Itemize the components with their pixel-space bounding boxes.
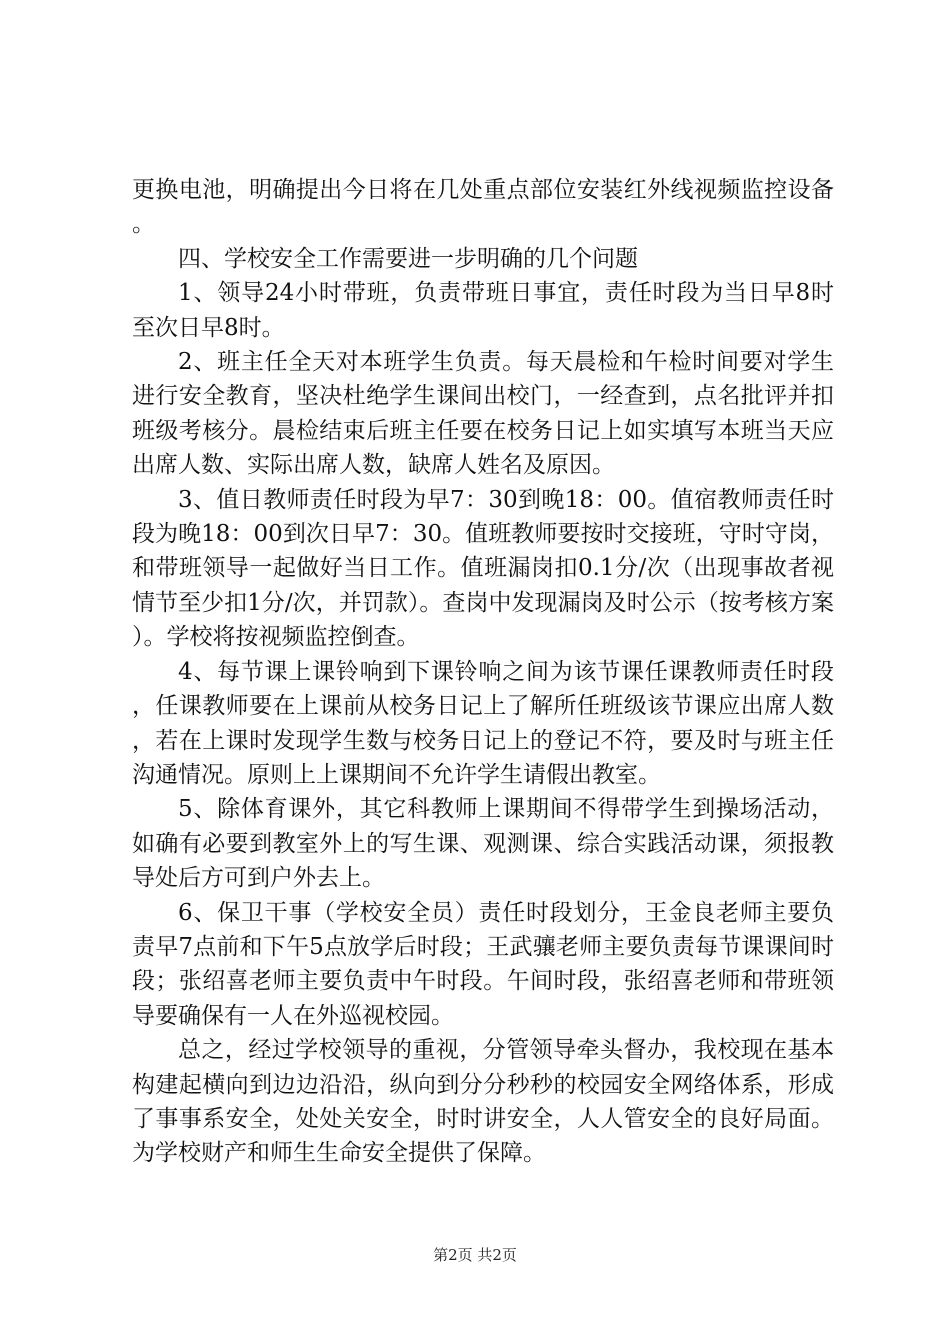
paragraph-item-6: 6、保卫干事（学校安全员）责任时段划分，王金良老师主要负责早7点前和下午5点放学后时段；王武骧老师主要负责每节课课间时段；张绍喜老师主要负责中午时段。午间时段，张绍喜老师和带班领导要确保有一人在外巡视校园。	[132, 899, 834, 1029]
section-heading-four: 四、学校安全工作需要进一步明确的几个问题	[178, 245, 638, 272]
paragraph-item-1: 1、领导24小时带班，负责带班日事宜，责任时段为当日早8时至次日早8时。	[132, 280, 834, 341]
document-body	[132, 173, 834, 1171]
paragraph-item-3: 3、值日教师责任时段为早7：30到晚18：00。值宿教师责任时段为晚18：00到次日早7：30。值班教师要按时交接班，守时守岗，和带班领导一起做好当日工作。值班漏岗扣0.1分/次（出现事故者视情节至少扣1分/次，并罚款）。查岗中发现漏岗及时公示（按考核方案）。学校将按视频监控倒查。	[132, 486, 834, 651]
paragraph-conclusion: 总之，经过学校领导的重视，分管领导牵头督办，我校现在基本构建起横向到边边沿沿，纵向到分分秒秒的校园安全网络体系，形成了事事系安全，处处关安全，时时讲安全，人人管安全的良好局面。为学校财产和师生生命安全提供了保障。	[132, 1037, 834, 1167]
paragraph-battery-replacement: 更换电池，明确提出今日将在几处重点部位安装红外线视频监控设备。	[132, 177, 834, 238]
page-footer: 第2页 共2页	[433, 1246, 517, 1264]
paragraph-item-5: 5、除体育课外，其它科教师上课期间不得带学生到操场活动，如确有必要到教室外上的写生课、观测课、综合实践活动课，须报教导处后方可到户外去上。	[132, 796, 834, 892]
paragraph-item-2: 2、班主任全天对本班学生负责。每天晨检和午检时间要对学生进行安全教育，坚决杜绝学生课间出校门，一经查到，点名批评并扣班级考核分。晨检结束后班主任要在校务日记上如实填写本班当天应出席人数、实际出席人数，缺席人姓名及原因。	[132, 349, 834, 479]
paragraph-item-4: 4、每节课上课铃响到下课铃响之间为该节课任课教师责任时段，任课教师要在上课前从校务日记上了解所任班级该节课应出席人数，若在上课时发现学生数与校务日记上的登记不符，要及时与班主任沟通情况。原则上上课期间不允许学生请假出教室。	[132, 658, 834, 788]
